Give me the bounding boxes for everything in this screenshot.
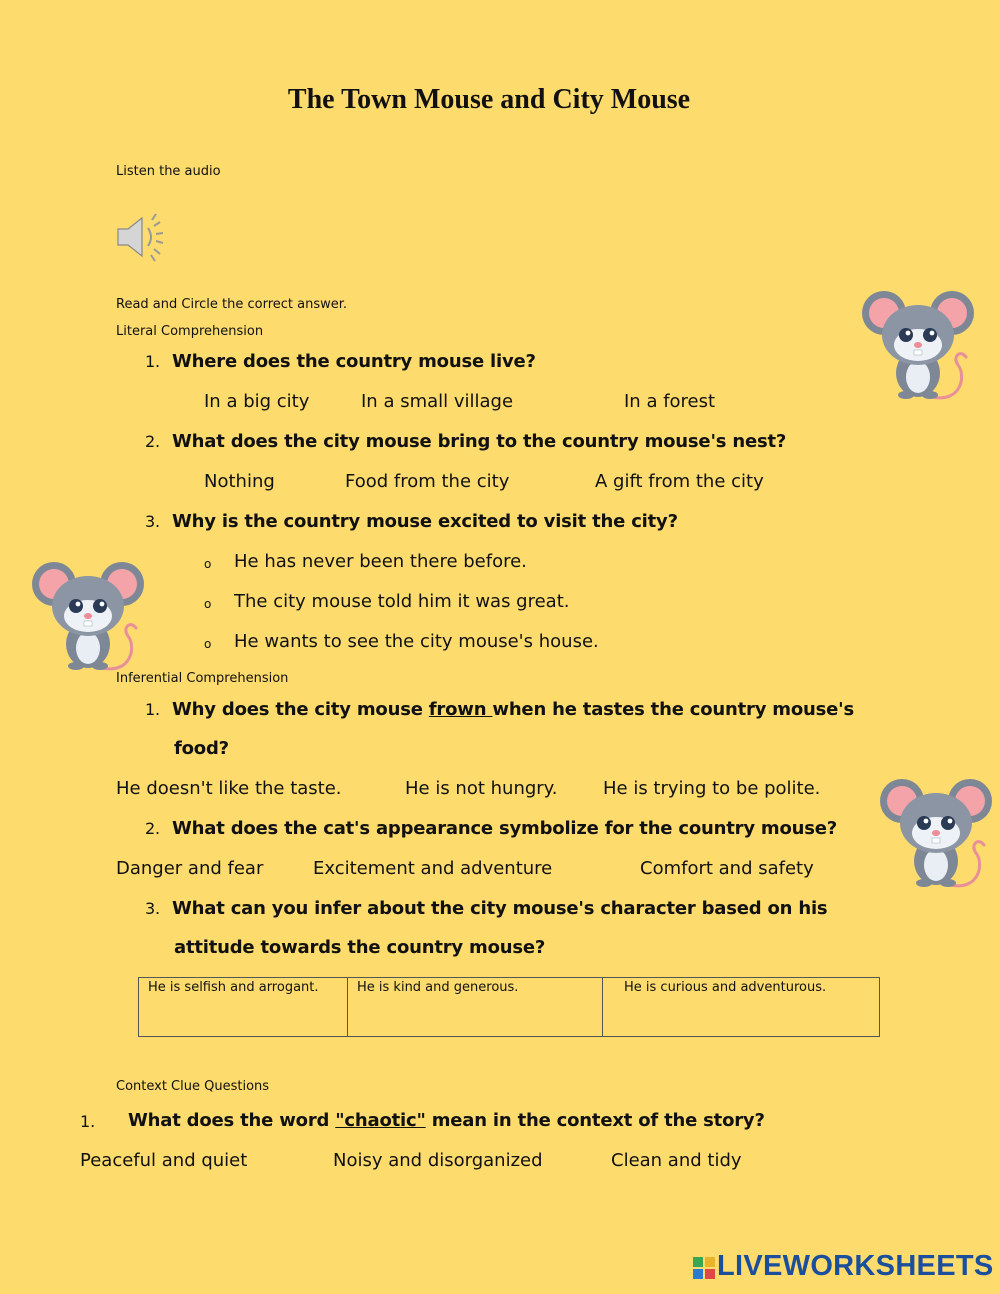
- answer-option[interactable]: In a small village: [361, 391, 514, 412]
- answer-option[interactable]: He doesn't like the taste.: [116, 778, 342, 799]
- answer-option[interactable]: He wants to see the city mouse's house.: [234, 631, 599, 652]
- question-text: What does the city mouse bring to the country mouse's nest?: [172, 431, 787, 452]
- answer-option[interactable]: A gift from the city: [595, 471, 764, 492]
- question: [128, 1110, 765, 1131]
- answer-option[interactable]: Noisy and disorganized: [333, 1150, 543, 1171]
- mouse-illustration: [862, 285, 974, 401]
- question-number: 2.: [145, 819, 160, 838]
- answer-option[interactable]: In a forest: [624, 391, 716, 412]
- answer-option[interactable]: The city mouse told him it was great.: [234, 591, 570, 612]
- liveworksheets-logo[interactable]: LIVEWORKSHEETS: [717, 1250, 994, 1282]
- question-text: mean in the context of the story?: [425, 1110, 765, 1131]
- page-title: The Town Mouse and City Mouse: [287, 84, 691, 115]
- answer-table: [138, 977, 880, 1037]
- underlined-word: frown: [428, 699, 493, 720]
- answer-option[interactable]: In a big city: [204, 391, 310, 412]
- question-text: Why does the city mouse: [172, 699, 429, 720]
- answer-option[interactable]: Excitement and adventure: [313, 858, 553, 879]
- mouse-illustration: [32, 556, 144, 672]
- question-number: 1.: [145, 700, 160, 719]
- question-text: What can you infer about the city mouse's character based on his: [172, 898, 828, 919]
- question-number: 1.: [80, 1112, 96, 1131]
- bullet-icon: o: [204, 597, 212, 611]
- answer-option[interactable]: Comfort and safety: [640, 858, 814, 879]
- bullet-icon: o: [204, 557, 212, 571]
- question-number: 3.: [145, 899, 160, 918]
- answer-option[interactable]: Nothing: [204, 471, 275, 492]
- mouse-illustration: [880, 773, 992, 889]
- question-text: What does the cat's appearance symbolize for the country mouse?: [172, 818, 838, 839]
- section-literal-heading: Literal Comprehension: [116, 324, 264, 339]
- question: [145, 898, 827, 919]
- question-number: 1.: [145, 352, 160, 371]
- question: [145, 511, 678, 532]
- section-inferential-heading: Inferential Comprehension: [116, 671, 289, 686]
- question-text: when he tastes the country mouse's: [492, 699, 854, 720]
- answer-option[interactable]: He is not hungry.: [405, 778, 558, 799]
- answer-option[interactable]: Peaceful and quiet: [80, 1150, 248, 1171]
- question-number: 2.: [145, 432, 160, 451]
- question: [145, 351, 536, 372]
- answer-option[interactable]: Food from the city: [345, 471, 510, 492]
- question-text-continued: attitude towards the country mouse?: [174, 937, 546, 958]
- liveworksheets-logo-icon: [693, 1257, 715, 1279]
- answer-option[interactable]: Clean and tidy: [611, 1150, 742, 1171]
- answer-cell[interactable]: He is selfish and arrogant.: [139, 978, 348, 1036]
- question: [145, 699, 854, 720]
- section-context-heading: Context Clue Questions: [116, 1079, 270, 1094]
- question-text: What does the word: [128, 1110, 336, 1131]
- speaker-icon[interactable]: [114, 210, 168, 264]
- audio-label: Listen the audio: [116, 164, 221, 179]
- question-text: Where does the country mouse live?: [172, 351, 536, 372]
- question-text-continued: food?: [174, 738, 229, 759]
- question-number: 3.: [145, 512, 160, 531]
- answer-cell[interactable]: He is kind and generous.: [348, 978, 603, 1036]
- underlined-word: "chaotic": [335, 1110, 426, 1131]
- answer-option[interactable]: He has never been there before.: [234, 551, 527, 572]
- question: [145, 818, 837, 839]
- answer-cell[interactable]: He is curious and adventurous.: [624, 980, 827, 995]
- bullet-icon: o: [204, 637, 212, 651]
- question: [145, 431, 786, 452]
- instructions: Read and Circle the correct answer.: [116, 297, 348, 312]
- answer-option[interactable]: Danger and fear: [116, 858, 264, 879]
- answer-option[interactable]: He is trying to be polite.: [603, 778, 821, 799]
- question-text: Why is the country mouse excited to visit the city?: [172, 511, 678, 532]
